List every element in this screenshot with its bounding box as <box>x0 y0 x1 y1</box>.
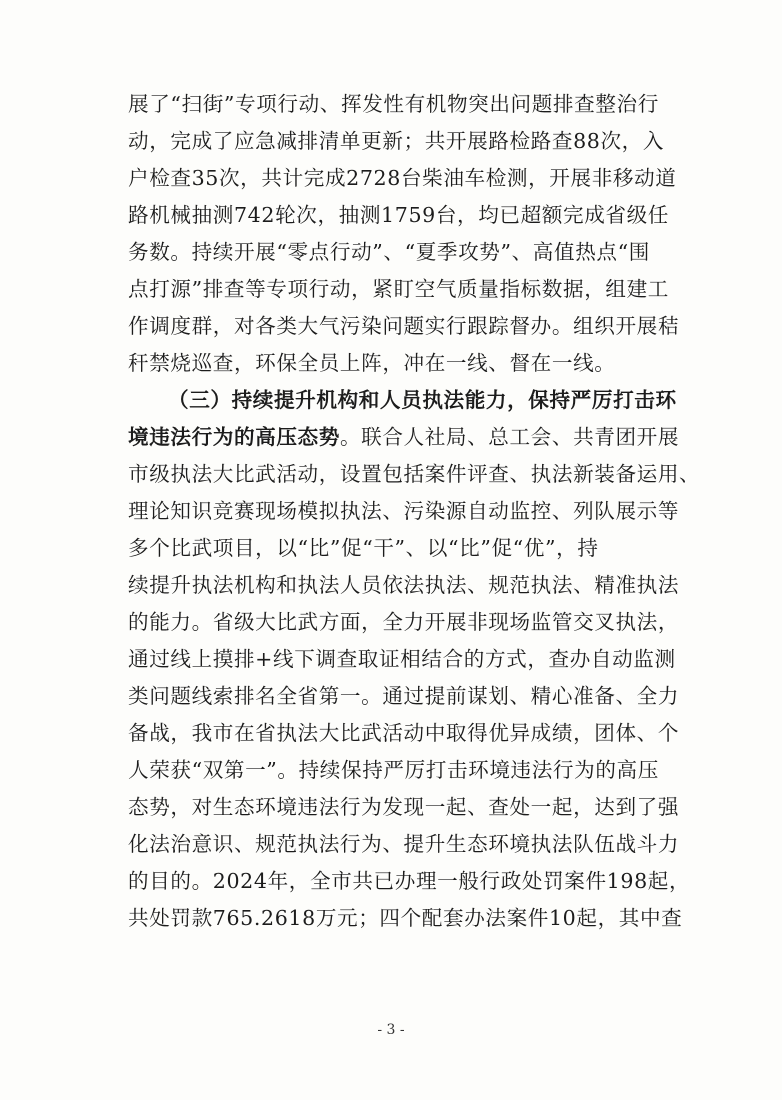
text-line: 类问题线索排名全省第一。通过提前谋划、精心准备、全力 <box>128 684 680 708</box>
section-heading: （三）持续提升机构和人员执法能力，保持严厉打击环 <box>168 388 677 412</box>
text-line: 人荣获“双第一”。持续保持严厉打击环境违法行为的高压 <box>128 758 659 782</box>
section-heading-continued: 境违法行为的高压态势 <box>128 425 340 449</box>
text-line: 续提升执法机构和执法人员依法执法、规范执法、精准执法 <box>128 573 680 597</box>
body-text <box>128 86 701 937</box>
text-line: 通过线上摸排+线下调查取证相结合的方式，查办自动监测 <box>128 647 676 671</box>
text-line: 理论知识竞赛现场模拟执法、污染源自动监控、列队展示等 <box>128 499 680 523</box>
text-line: 市级执法大比武活动，设置包括案件评查、执法新装备运用、 <box>128 462 701 486</box>
text-line: 点打源”排查等专项行动，紧盯空气质量指标数据，组建工 <box>128 277 669 301</box>
text-line: 秆禁烧巡查，环保全员上阵，冲在一线、督在一线。 <box>128 351 616 375</box>
section-heading-line: 境违法行为的高压态势。联合人社局、总工会、共青团开展 <box>128 425 680 449</box>
text-line: 展了“扫街”专项行动、挥发性有机物突出问题排查整治行 <box>128 92 659 116</box>
text-line: 备战，我市在省执法大比武活动中取得优异成绩，团体、个 <box>128 721 680 745</box>
text-line: 态势，对生态环境违法行为发现一起、查处一起，达到了强 <box>128 795 680 819</box>
text-line: 动，完成了应急减排清单更新；共开展路检路查88次，入 <box>128 129 665 153</box>
text-line: 务数。持续开展“零点行动”、“夏季攻势”、高值热点“围 <box>128 240 650 264</box>
text-line: 多个比武项目，以“比”促“干”、以“比”促“优”，持 <box>128 536 599 560</box>
text-line: 共处罚款765.2618万元；四个配套办法案件10起，其中查 <box>128 906 683 930</box>
text-line: 路机械抽测742轮次，抽测1759台，均已超额完成省级任 <box>128 203 669 227</box>
text-line: 户检查35次，共计完成2728台柴油车检测，开展非移动道 <box>128 166 677 190</box>
section-heading-line <box>128 382 688 419</box>
page-number: - 3 - <box>377 1022 405 1038</box>
text-line: 作调度群，对各类大气污染问题实行跟踪督办。组织开展秸 <box>128 314 680 338</box>
text-line: 的目的。2024年，全市共已办理一般行政处罚案件198起， <box>128 869 691 893</box>
text-line: 的能力。省级大比武方面，全力开展非现场监管交叉执法， <box>128 610 680 634</box>
text-line: 化法治意识、规范执法行为、提升生态环境执法队伍战斗力 <box>128 832 680 856</box>
